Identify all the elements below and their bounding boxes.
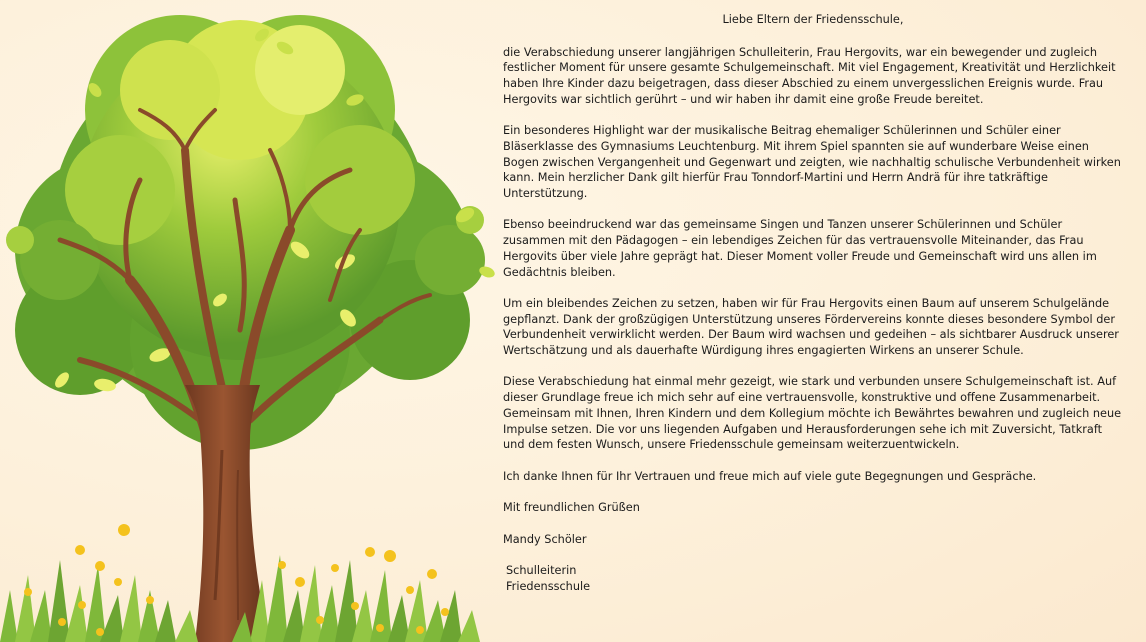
signature-block <box>503 563 1123 594</box>
signature-org: Friedensschule <box>506 580 591 594</box>
signature-role: Schulleiterin <box>506 564 577 578</box>
letter-body <box>503 12 1123 595</box>
letter-greeting: Liebe Eltern der Friedensschule, <box>722 13 904 26</box>
tree-illustration-icon <box>0 0 500 642</box>
letter-paragraph: die Verabschiedung unserer langjährigen Schulleiterin, Frau Hergovits, war ein bewegender und zugleich festlicher Moment für unsere gesamte Schulgemeinschaft. Mit viel Engagement, Kreativität und Herzlichkeit haben Ihre Kinder dazu beigetragen, dass dieser Abschied zu einem unvergesslichen Ereignis wurde. Frau Hergovits war sichtlich gerührt – und wir haben ihr damit eine große Freude bereitet. <box>503 45 1116 106</box>
letter-paragraph: Um ein bleibendes Zeichen zu setzen, haben wir für Frau Hergovits einen Baum auf unserem Schulgelände gepflanzt. Dank der großzügigen Unterstützung unseres Fördervereins konnte dieses besondere Symbol der Verbundenheit verwirklicht werden. Der Baum wird wachsen und gedeihen – als sichtbarer Ausdruck unserer Wertschätzung und als dauerhafte Würdigung ihres engagierten Wirkens an unserer Schule. <box>503 296 1119 358</box>
letter-paragraph: Diese Verabschiedung hat einmal mehr gezeigt, wie stark und verbunden unsere Schulgemeinschaft ist. Auf dieser Grundlage freue ich mich sehr auf eine vertrauensvolle, konstruktive und offene Zusammenarbeit. Gemeinsam mit Ihnen, Ihren Kindern und dem Kollegium möchte ich Bewährtes bewahren und zugleich neue Impulse setzen. Die vor uns liegenden Aufgaben und Herausforderungen sehe ich mit Zuversicht, Tatkraft und dem festen Wunsch, unsere Friedensschule gemeinsam weiterzuentwickeln. <box>503 375 1122 452</box>
signature-name: Mandy Schöler <box>503 532 587 546</box>
letter-paragraph: Ich danke Ihnen für Ihr Vertrauen und freue mich auf viele gute Begegnungen und Gespräche. <box>503 469 1037 483</box>
letter-paragraph: Ein besonderes Highlight war der musikalische Beitrag ehemaliger Schülerinnen und Schüler einer Bläserklasse des Gymnasiums Leuchtenburg. Mit ihrem Spiel spannten sie auf wunderbare Weise einen Bogen zwischen Vergangenheit und Gegenwart und zeigten, wie nachhaltig schulische Verbundenheit wirken kann. Mein herzlicher Dank gilt hierfür Frau Tonndorf-Martini und Herrn Andrä für ihre tatkräftige Unterstützung. <box>503 124 1121 201</box>
letter-paragraph: Ebenso beeindruckend war das gemeinsame Singen und Tanzen unserer Schülerinnen und Schüler zusammen mit den Pädagogen – ein lebendiges Zeichen für das vertrauensvolle Miteinander, das Frau Hergovits über viele Jahre geprägt hat. Dieser Moment voller Freude und Gemeinschaft wird uns allen im Gedächtnis bleiben. <box>503 218 1097 279</box>
letter-closing: Mit freundlichen Grüßen <box>503 501 640 514</box>
